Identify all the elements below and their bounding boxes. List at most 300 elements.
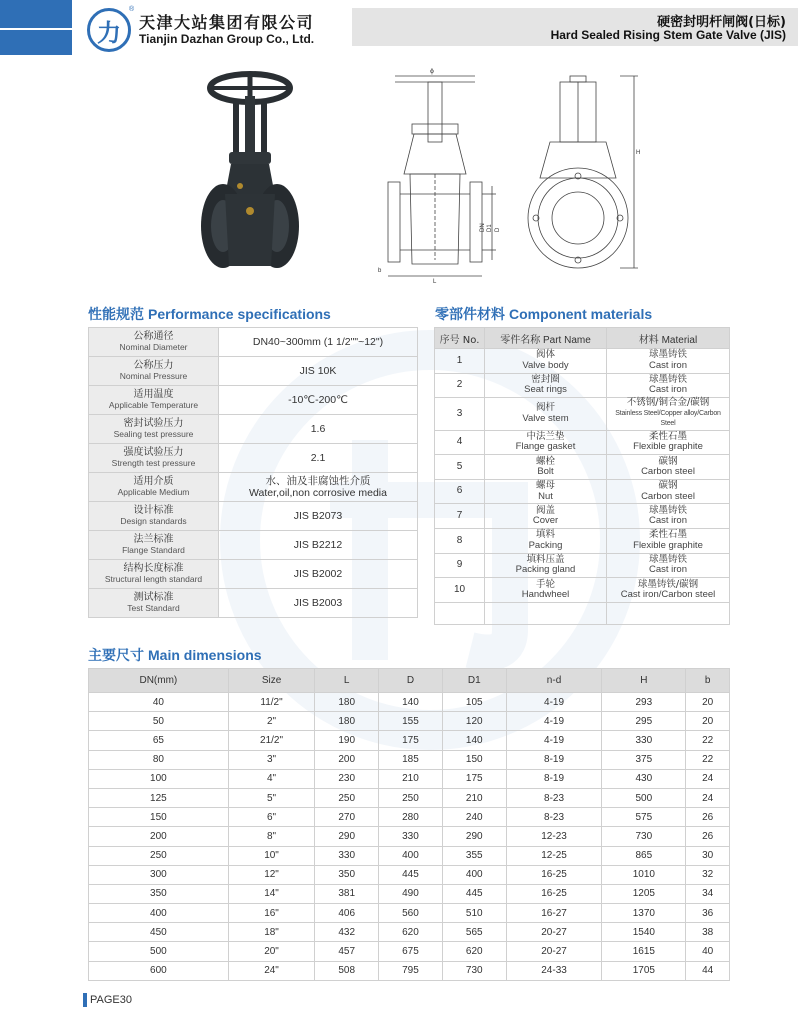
dims-row: [89, 731, 730, 750]
dims-cell: 4-19: [506, 731, 602, 750]
dims-cell: 560: [379, 904, 443, 923]
component-material-cn: 碳钢: [658, 455, 678, 467]
dims-cell: 330: [602, 731, 686, 750]
performance-title-cn: 性能规范: [88, 307, 144, 323]
col-header-material: 材料 Material: [607, 328, 730, 349]
performance-value: DN40~300mm (1 1/2""~12"): [219, 328, 418, 357]
component-material-en: Cast iron/Carbon steel: [620, 589, 716, 601]
component-material: [607, 578, 730, 603]
dims-col-header: D: [379, 669, 443, 693]
dims-cell: 795: [379, 961, 443, 980]
company-name-en: Tianjin Dazhan Group Co., Ltd.: [139, 32, 315, 46]
performance-key-cn: 设计标准: [133, 505, 174, 516]
dims-cell: 250: [315, 788, 379, 807]
performance-key: [89, 560, 219, 589]
performance-key: [89, 531, 219, 560]
performance-key-en: Applicable Medium: [117, 487, 190, 497]
dims-cell: 24": [228, 961, 315, 980]
performance-row: [89, 386, 418, 415]
dims-cell: 125: [89, 788, 229, 807]
dims-cell: 350: [315, 865, 379, 884]
page-number-bar: [83, 993, 87, 1007]
performance-key: [89, 444, 219, 473]
page-number: PAGE30: [90, 994, 132, 1006]
component-material-cn: 不锈钢/铜合金/碳钢: [626, 397, 710, 409]
dims-cell: 406: [315, 904, 379, 923]
dims-cell: 865: [602, 846, 686, 865]
component-no: 10: [435, 578, 485, 603]
dims-cell: 12-23: [506, 827, 602, 846]
component-part-cn: 阀杆: [535, 402, 555, 414]
dims-cell: 24: [686, 788, 730, 807]
component-material-en: Stainless Steel/Copper alloy/Carbon Steel: [615, 409, 721, 428]
dims-cell: 24-33: [506, 961, 602, 980]
header-accent-bar-bottom: [0, 30, 72, 55]
dims-row: [89, 923, 730, 942]
component-material-en: Carbon steel: [641, 490, 695, 502]
dims-cell: 575: [602, 808, 686, 827]
component-material-en: Flexible graphite: [633, 539, 703, 551]
component-material: [607, 479, 730, 504]
dims-cell: 20: [686, 693, 730, 712]
component-part: [485, 349, 607, 374]
dims-cell: 175: [379, 731, 443, 750]
performance-key-cn: 公称通径: [133, 331, 174, 342]
component-part-cn: 密封圈: [531, 373, 560, 385]
component-part: [485, 529, 607, 554]
performance-value: JIS B2212: [219, 531, 418, 560]
dims-cell: 180: [315, 712, 379, 731]
component-part: [485, 455, 607, 480]
component-part-en: Valve stem: [522, 412, 569, 424]
component-part: [485, 398, 607, 431]
performance-value: 水、油及非腐蚀性介质 Water,oil,non corrosive media: [219, 473, 418, 502]
dims-row: [89, 827, 730, 846]
component-part-en: Flange gasket: [515, 441, 576, 453]
dims-cell: 190: [315, 731, 379, 750]
component-material-cn: 球墨铸铁: [648, 553, 687, 565]
product-title-en: Hard Sealed Rising Stem Gate Valve (JIS): [550, 28, 786, 42]
components-table: [434, 327, 730, 625]
dims-cell: 270: [315, 808, 379, 827]
dims-cell: 18": [228, 923, 315, 942]
component-part-cn: 中法兰垫: [526, 430, 565, 442]
dims-cell: 140: [442, 731, 506, 750]
component-no: 7: [435, 504, 485, 529]
performance-row: [89, 473, 418, 502]
component-row: [435, 578, 730, 603]
technical-drawing-front: [370, 64, 505, 284]
component-row: [435, 553, 730, 578]
dims-col-header: H: [602, 669, 686, 693]
component-material: [607, 529, 730, 554]
dims-cell: 26: [686, 827, 730, 846]
performance-key: [89, 473, 219, 502]
component-part-cn: 手轮: [535, 578, 555, 590]
performance-value: -10℃-200℃: [219, 386, 418, 415]
dims-cell: 445: [442, 884, 506, 903]
dims-cell: 8-19: [506, 750, 602, 769]
dims-cell: 4-19: [506, 693, 602, 712]
component-part: [485, 578, 607, 603]
performance-row: [89, 560, 418, 589]
dims-cell: 445: [379, 865, 443, 884]
component-row: [435, 504, 730, 529]
component-part-en: Nut: [538, 490, 553, 502]
component-no: 2: [435, 373, 485, 398]
component-material: [607, 455, 730, 480]
dims-cell: 155: [379, 712, 443, 731]
performance-key-en: Design standards: [120, 516, 187, 526]
dims-cell: 1705: [602, 961, 686, 980]
dims-cell: 12": [228, 865, 315, 884]
component-part-cn: 填料: [535, 529, 555, 541]
dims-cell: 120: [442, 712, 506, 731]
component-material-en: Cast iron: [648, 384, 687, 396]
component-row: [435, 398, 730, 431]
dims-cell: 500: [602, 788, 686, 807]
components-title-en: Component materials: [509, 306, 653, 322]
dims-cell: 4": [228, 769, 315, 788]
performance-key: [89, 502, 219, 531]
dims-cell: 16": [228, 904, 315, 923]
performance-value: JIS 10K: [219, 357, 418, 386]
component-part-en: Bolt: [537, 466, 554, 478]
component-part: [485, 479, 607, 504]
dims-col-header: n-d: [506, 669, 602, 693]
performance-key: [89, 589, 219, 618]
dims-cell: 26: [686, 808, 730, 827]
dims-cell: 508: [315, 961, 379, 980]
dims-cell: 140: [379, 693, 443, 712]
dims-cell: 44: [686, 961, 730, 980]
performance-key-cn: 密封试验压力: [123, 418, 184, 429]
empty-cell: [485, 602, 607, 624]
product-title-cn: 硬密封明杆闸阀(日标): [657, 15, 786, 30]
dims-row: [89, 712, 730, 731]
performance-key-en: Structural length standard: [104, 574, 203, 584]
component-row: [435, 373, 730, 398]
dims-cell: 36: [686, 904, 730, 923]
dims-cell: 300: [89, 865, 229, 884]
dims-cell: 381: [315, 884, 379, 903]
dims-cell: 16-25: [506, 884, 602, 903]
component-row: [435, 479, 730, 504]
dims-cell: 8": [228, 827, 315, 846]
dims-cell: 150: [442, 750, 506, 769]
component-part-en: Handwheel: [521, 589, 570, 601]
component-no: 6: [435, 479, 485, 504]
dims-cell: 1615: [602, 942, 686, 961]
header-accent-bar-top: [0, 0, 72, 28]
dims-cell: 280: [379, 808, 443, 827]
component-no: 4: [435, 430, 485, 455]
dims-cell: 50: [89, 712, 229, 731]
components-title-cn: 零部件材料: [435, 307, 505, 323]
dims-cell: 21/2": [228, 731, 315, 750]
component-no: 3: [435, 398, 485, 431]
dims-cell: 2": [228, 712, 315, 731]
empty-cell: [435, 602, 485, 624]
dims-cell: 230: [315, 769, 379, 788]
component-material-en: Cast iron: [648, 359, 687, 371]
component-material-cn: 柔性石墨: [648, 529, 687, 541]
dims-cell: 355: [442, 846, 506, 865]
dims-cell: 8-19: [506, 769, 602, 788]
dims-cell: 16-25: [506, 865, 602, 884]
dims-row: [89, 788, 730, 807]
dims-cell: 210: [442, 788, 506, 807]
dims-row: [89, 693, 730, 712]
dims-row: [89, 884, 730, 903]
performance-key-cn: 结构长度标准: [123, 563, 184, 574]
dims-row: [89, 808, 730, 827]
dims-cell: 432: [315, 923, 379, 942]
performance-key: [89, 386, 219, 415]
component-no: 9: [435, 553, 485, 578]
dims-row: [89, 750, 730, 769]
dims-row: [89, 961, 730, 980]
component-part-en: Seat rings: [524, 384, 567, 396]
performance-key-cn: 法兰标准: [133, 534, 174, 545]
performance-key-en: Nominal Pressure: [119, 371, 188, 381]
dims-cell: 1205: [602, 884, 686, 903]
component-part: [485, 430, 607, 455]
dims-cell: 20-27: [506, 942, 602, 961]
dims-cell: 4-19: [506, 712, 602, 731]
dims-cell: 620: [379, 923, 443, 942]
performance-row: [89, 531, 418, 560]
component-part-cn: 螺母: [535, 480, 555, 492]
dims-cell: 22: [686, 731, 730, 750]
performance-title: [88, 304, 331, 324]
dims-cell: 5": [228, 788, 315, 807]
technical-drawing-side: [520, 68, 645, 278]
dims-cell: 375: [602, 750, 686, 769]
performance-key-en: Flange Standard: [122, 545, 185, 555]
dims-cell: 510: [442, 904, 506, 923]
component-row: [435, 349, 730, 374]
component-no: 5: [435, 455, 485, 480]
component-part-cn: 螺栓: [535, 455, 555, 467]
dimensions-title-en: Main dimensions: [148, 647, 262, 663]
dims-cell: 1010: [602, 865, 686, 884]
component-material-cn: 柔性石墨: [648, 430, 687, 442]
dims-cell: 32: [686, 865, 730, 884]
component-part: [485, 373, 607, 398]
component-part: [485, 504, 607, 529]
performance-key-cn: 测试标准: [133, 592, 174, 603]
dims-cell: 290: [442, 827, 506, 846]
company-logo: [87, 8, 131, 52]
component-material-cn: 球墨铸铁: [648, 349, 687, 361]
dims-cell: 8-23: [506, 808, 602, 827]
dims-cell: 40: [89, 693, 229, 712]
dims-cell: 500: [89, 942, 229, 961]
dims-cell: 1540: [602, 923, 686, 942]
performance-value: JIS B2003: [219, 589, 418, 618]
label-d1: D1: [487, 224, 493, 232]
dims-cell: 240: [442, 808, 506, 827]
component-material: [607, 504, 730, 529]
performance-key-cn: 适用温度: [133, 389, 174, 400]
dims-cell: 620: [442, 942, 506, 961]
performance-table: [88, 327, 418, 618]
performance-value: 1.6: [219, 415, 418, 444]
dims-row: [89, 942, 730, 961]
component-material-en: Cast iron: [648, 564, 687, 576]
label-l: L: [433, 279, 437, 284]
dims-cell: 1370: [602, 904, 686, 923]
dims-cell: 293: [602, 693, 686, 712]
dims-cell: 210: [379, 769, 443, 788]
label-phi: ϕ: [430, 68, 434, 75]
dims-cell: 24: [686, 769, 730, 788]
dims-cell: 565: [442, 923, 506, 942]
performance-key: [89, 357, 219, 386]
component-material-cn: 球墨铸铁: [648, 504, 687, 516]
dims-cell: 400: [442, 865, 506, 884]
dims-cell: 40: [686, 942, 730, 961]
dims-cell: 3": [228, 750, 315, 769]
label-dn: DN: [480, 223, 486, 232]
product-title-box: [352, 8, 798, 46]
component-row: [435, 430, 730, 455]
dims-cell: 105: [442, 693, 506, 712]
dims-cell: 730: [442, 961, 506, 980]
company-name-cn: 天津大站集团有限公司: [139, 13, 315, 32]
dims-cell: 12-25: [506, 846, 602, 865]
dims-cell: 295: [602, 712, 686, 731]
performance-row: [89, 328, 418, 357]
performance-row: [89, 415, 418, 444]
dims-cell: 20-27: [506, 923, 602, 942]
logo-mark-char: 力: [97, 18, 121, 47]
performance-value: JIS B2002: [219, 560, 418, 589]
performance-key-en: Sealing test pressure: [113, 429, 194, 439]
dims-cell: 180: [315, 693, 379, 712]
dims-cell: 250: [379, 788, 443, 807]
dims-row: [89, 769, 730, 788]
dims-cell: 450: [89, 923, 229, 942]
performance-key-en: Test Standard: [127, 603, 180, 613]
dims-cell: 457: [315, 942, 379, 961]
dims-cell: 430: [602, 769, 686, 788]
component-row: [435, 455, 730, 480]
component-part-en: Valve body: [522, 359, 569, 371]
performance-key-en: Applicable Temperature: [108, 400, 199, 410]
component-material-en: Flexible graphite: [633, 441, 703, 453]
performance-key: [89, 328, 219, 357]
registered-mark: ®: [129, 6, 135, 13]
component-part-en: Cover: [532, 515, 559, 527]
dims-cell: 175: [442, 769, 506, 788]
component-part-en: Packing: [528, 539, 563, 551]
performance-key-en: Strength test pressure: [111, 458, 196, 468]
dims-col-header: b: [686, 669, 730, 693]
dims-cell: 34: [686, 884, 730, 903]
component-material-en: Carbon steel: [641, 466, 695, 478]
dims-col-header: DN(mm): [89, 669, 229, 693]
performance-key-en: Nominal Diameter: [119, 342, 188, 352]
dims-row: [89, 904, 730, 923]
component-material-cn: 碳钢: [658, 480, 678, 492]
component-material-cn: 球墨铸铁: [648, 373, 687, 385]
dims-cell: 600: [89, 961, 229, 980]
component-material-en: Cast iron: [648, 515, 687, 527]
dims-cell: 30: [686, 846, 730, 865]
valve-photo: [195, 66, 305, 276]
dims-cell: 250: [89, 846, 229, 865]
col-header-no: 序号 No.: [435, 328, 485, 349]
empty-cell: [607, 602, 730, 624]
component-part-en: Packing gland: [515, 564, 576, 576]
component-no: 8: [435, 529, 485, 554]
performance-key-cn: 强度试验压力: [123, 447, 184, 458]
dims-cell: 150: [89, 808, 229, 827]
performance-key-cn: 适用介质: [133, 476, 174, 487]
label-h: H: [636, 150, 641, 156]
component-part-cn: 填料压盖: [526, 553, 565, 565]
dims-row: [89, 865, 730, 884]
component-no: 1: [435, 349, 485, 374]
components-title: [435, 304, 652, 324]
dims-cell: 20": [228, 942, 315, 961]
component-row-empty: [435, 602, 730, 624]
col-header-part: 零件名称 Part Name: [485, 328, 607, 349]
component-part: [485, 553, 607, 578]
dims-cell: 100: [89, 769, 229, 788]
dims-cell: 350: [89, 884, 229, 903]
dims-cell: 730: [602, 827, 686, 846]
component-material-cn: 球墨铸铁/碳钢: [637, 578, 699, 590]
component-material: [607, 553, 730, 578]
label-d: D: [495, 227, 501, 232]
dims-cell: 330: [379, 827, 443, 846]
dims-col-header: L: [315, 669, 379, 693]
component-material: [607, 349, 730, 374]
dims-cell: 20: [686, 712, 730, 731]
component-material: [607, 430, 730, 455]
dims-cell: 675: [379, 942, 443, 961]
dims-cell: 65: [89, 731, 229, 750]
dimensions-table: [88, 668, 730, 981]
dims-cell: 80: [89, 750, 229, 769]
performance-value: JIS B2073: [219, 502, 418, 531]
performance-row: [89, 444, 418, 473]
dims-cell: 11/2": [228, 693, 315, 712]
component-part-cn: 阀体: [535, 349, 555, 361]
dims-cell: 290: [315, 827, 379, 846]
component-material: [607, 373, 730, 398]
dims-cell: 16-27: [506, 904, 602, 923]
dims-cell: 200: [315, 750, 379, 769]
component-part-cn: 阀盖: [535, 504, 555, 516]
dims-cell: 330: [315, 846, 379, 865]
performance-row: [89, 589, 418, 618]
dims-cell: 8-23: [506, 788, 602, 807]
performance-row: [89, 502, 418, 531]
dims-cell: 400: [89, 904, 229, 923]
performance-value: 2.1: [219, 444, 418, 473]
dims-cell: 490: [379, 884, 443, 903]
label-b: b: [378, 268, 382, 274]
dims-cell: 38: [686, 923, 730, 942]
dims-cell: 14": [228, 884, 315, 903]
dims-cell: 200: [89, 827, 229, 846]
performance-row: [89, 357, 418, 386]
performance-key: [89, 415, 219, 444]
